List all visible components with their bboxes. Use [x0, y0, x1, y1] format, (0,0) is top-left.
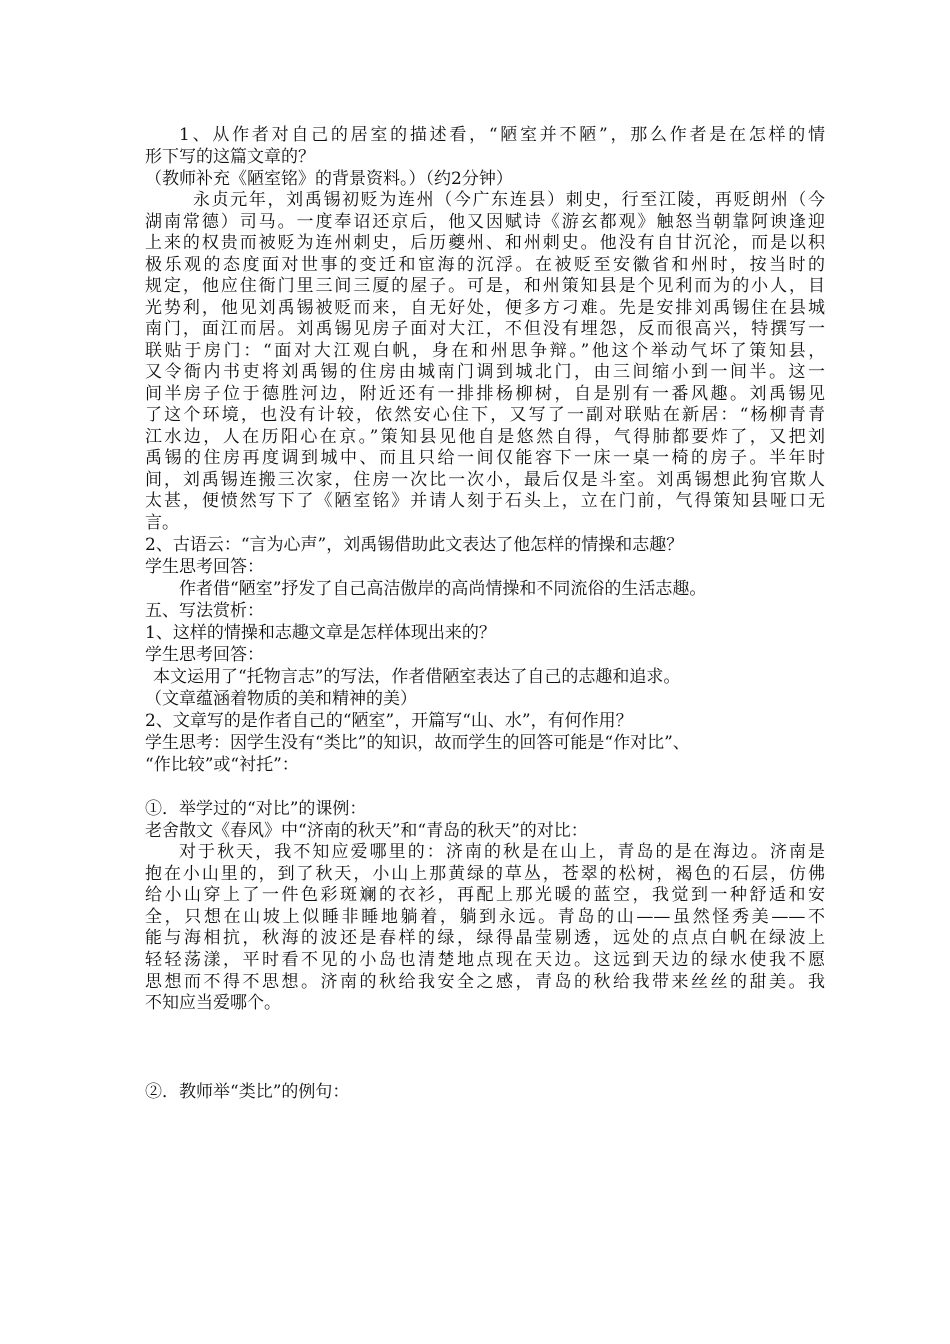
passage-line: 抱在小山里的，到了秋天，小山上那黄绿的草丛，苍翠的松树，褐色的石层，仿佛 [145, 863, 825, 884]
passage-line: 不知应当爱哪个。 [145, 993, 281, 1014]
section-5-question-2: 2、文章写的是作者自己的“陋室”，开篇写“山、水”，有何作用？ [145, 711, 633, 731]
section-5-think-line-2: “作比较”或“衬托”： [145, 755, 299, 775]
question-2: 2、古语云：“言为心声”，刘禹锡借助此文表达了他怎样的情操和志趣？ [145, 535, 684, 555]
spacer [145, 1015, 825, 1059]
story-line: 间半房子位于德胜河边，附近还有一排排杨柳树，自是别有一番风趣。刘禹锡见 [145, 383, 825, 404]
section-5-think-line-1: 学生思考：因学生没有“类比”的知识，故而学生的回答可能是“作对比”、 [145, 733, 690, 753]
story-line: 禹锡的住房再度调到城中、而且只给一间仅能容下一床一桌一椅的房子。半年时 [145, 448, 825, 468]
section-5-prompt-1: 学生思考回答： [145, 645, 264, 665]
passage-line: 能与海相抗，秋海的波还是春样的绿，绿得晶莹剔透，远处的点点白帆在绿波上 [145, 928, 825, 949]
teacher-note: （教师补充《陋室铭》的背景资料。）（约2分钟） [145, 169, 513, 189]
section-5-answer-1-note: （文章蕴涵着物质的美和精神的美） [145, 689, 417, 709]
section-5-answer-1: 本文运用了“托物言志”的写法，作者借陋室表达了自己的志趣和追求。 [153, 667, 681, 687]
autumn-passage [145, 842, 825, 1015]
story-line: 南门，面江而居。刘禹锡见房子面对大江，不但没有埋怨，反而很高兴，特撰写一 [145, 319, 825, 339]
question-2-prompt: 学生思考回答： [145, 557, 264, 577]
story-line: 太甚，便愤然写下了《陋室铭》并请人刻于石头上，立在门前，气得策知县哑口无 [145, 491, 825, 511]
section-5-heading: 五、写法赏析： [145, 601, 264, 621]
spacer [145, 776, 825, 798]
story-line: 上来的权贵而被贬为连州刺史，后历夔州、和州刺史。他没有自甘沉沦，而是以积 [145, 233, 825, 253]
story-line: 又令衙内书吏将刘禹锡的住房由城南门调到城北门，由三间缩小到一间半。这一 [145, 362, 825, 382]
passage-line: 思想而不得不思想。济南的秋给我安全之感，青岛的秋给我带来丝丝的甜美。我 [145, 971, 825, 992]
story-line: 江水边，人在历阳心在京。”策知县见他自是悠然自得，气得肺都要炸了，又把刘 [145, 426, 825, 447]
example-2-heading: ②．教师举“类比”的例句： [145, 1081, 350, 1102]
question-1-line-2: 形下写的这篇文章的？ [145, 147, 315, 167]
document-page [145, 124, 825, 1103]
story-line: 永贞元年，刘禹锡初贬为连州（今广东连县）刺史，行至江陵，再贬朗州（今 [193, 190, 825, 210]
story-line: 光势利，他见刘禹锡被贬而来，自无好处，便多方刁难。先是安排刘禹锡住在县城 [145, 297, 825, 318]
story-line: 言。 [145, 512, 179, 533]
story-line: 极乐观的态度面对世事的变迁和宦海的沉浮。在被贬至安徽省和州时，按当时的 [145, 254, 825, 275]
spacer [145, 1059, 825, 1081]
section-5-question-1: 1、这样的情操和志趣文章是怎样体现出来的？ [145, 623, 496, 643]
example-1-heading: ①．举学过的“对比”的课例： [145, 799, 367, 819]
passage-line: 全，只想在山坡上似睡非睡地躺着，躺到永远。青岛的山——虽然怪秀美——不 [145, 906, 825, 927]
story-line: 了这个环境，也没有计较，依然安心住下，又写了一副对联贴在新居：“杨柳青青 [145, 405, 825, 425]
background-story [145, 190, 825, 534]
example-1-source: 老舍散文《春风》中“济南的秋天”和“青岛的秋天”的对比： [145, 821, 588, 841]
story-line: 湖南常德）司马。一度奉诏还京后，他又因赋诗《游玄都观》触怒当朝靠阿谀逢迎 [145, 211, 825, 232]
story-line: 间，刘禹锡连搬三次家，住房一次比一次小，最后仅是斗室。刘禹锡想此狗官欺人 [145, 469, 825, 490]
passage-line: 轻轻荡漾，平时看不见的小岛也清楚地点现在天边。这远到天边的绿水使我不愿 [145, 949, 825, 970]
story-line: 规定，他应住衙门里三间三厦的屋子。可是，和州策知县是个见利而为的小人，目 [145, 276, 825, 296]
passage-line: 对于秋天，我不知应爱哪里的：济南的秋是在山上，青岛的是在海边。济南是 [179, 842, 825, 862]
question-2-answer: 作者借“陋室”抒发了自己高洁傲岸的高尚情操和不同流俗的生活志趣。 [179, 579, 707, 599]
passage-line: 给小山穿上了一件色彩斑斓的衣衫，再配上那光暖的蓝空，我觉到一种舒适和安 [145, 885, 825, 906]
question-1-line-1: 1、从作者对自己的居室的描述看，“陋室并不陋”，那么作者是在怎样的情 [179, 125, 825, 145]
story-line: 联贴于房门：“面对大江观白帆，身在和州思争辩。”他这个举动气坏了策知县， [145, 340, 825, 361]
